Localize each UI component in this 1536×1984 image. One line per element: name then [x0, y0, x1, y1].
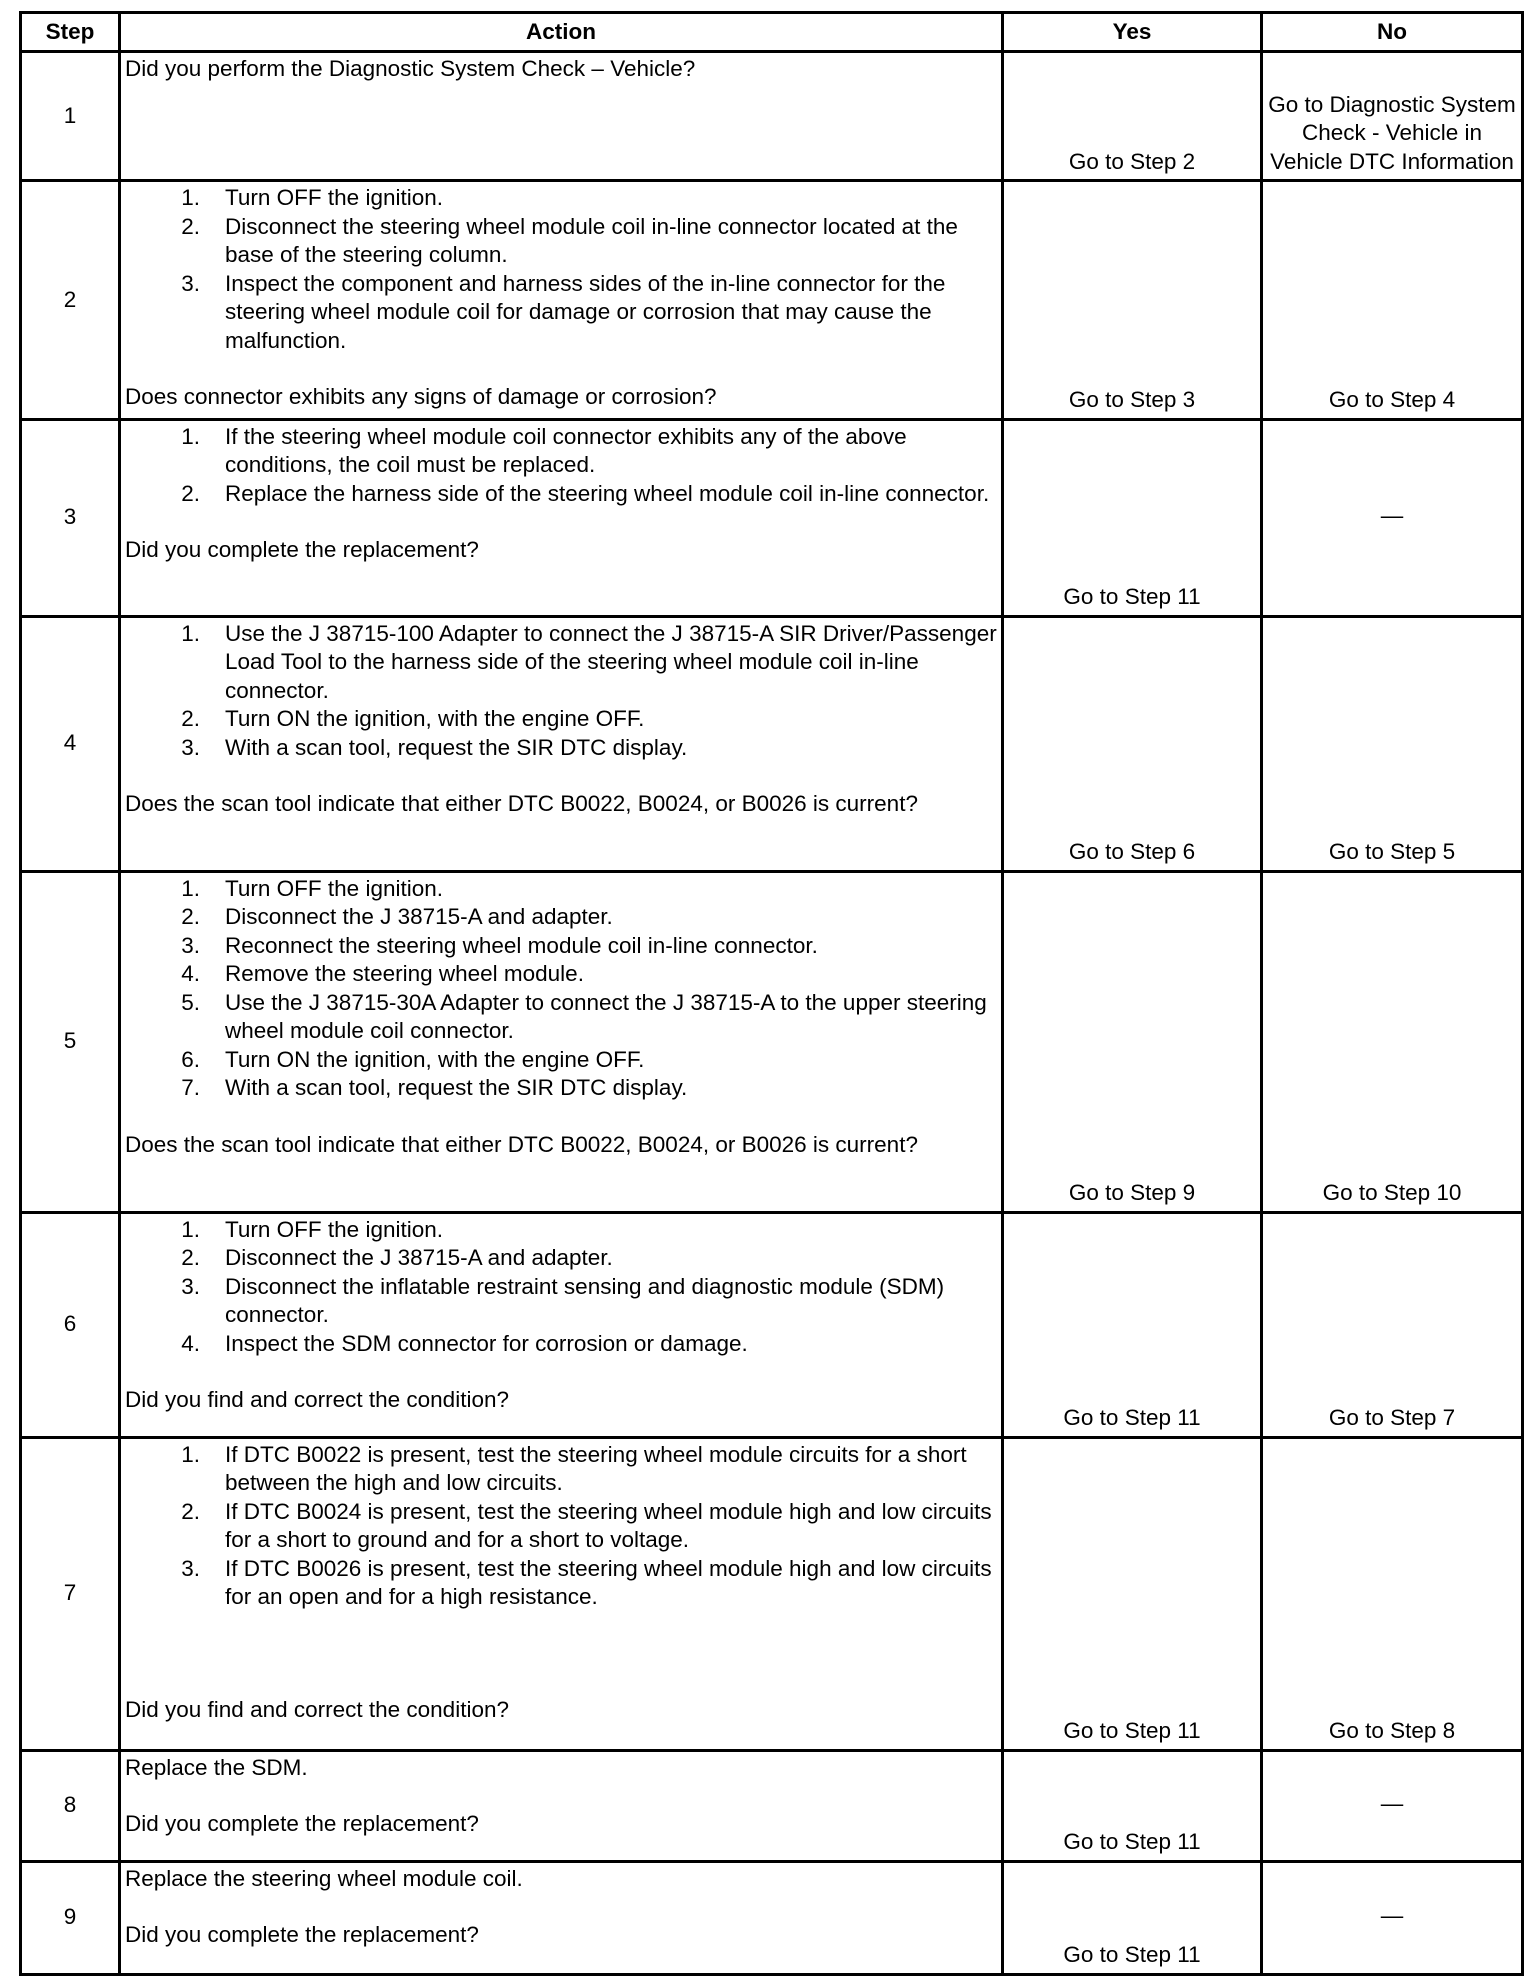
yes-result: Go to Step 11 — [1003, 419, 1262, 616]
action-step-text: Remove the steering wheel module. — [225, 961, 584, 986]
action-step-item — [125, 1441, 997, 1498]
action-cell — [120, 1437, 1003, 1750]
action-step-item — [125, 705, 997, 734]
table-body — [21, 52, 1523, 1975]
action-step-item — [125, 932, 997, 961]
action-step-number: 7. — [181, 1075, 200, 1100]
yes-result: Go to Step 3 — [1003, 181, 1262, 420]
action-step-number: 5. — [181, 989, 200, 1015]
yes-result: Go to Step 11 — [1003, 1750, 1262, 1861]
action-step-number: 3. — [181, 1555, 200, 1581]
action-cell — [120, 616, 1003, 871]
action-steps-list — [125, 1216, 997, 1359]
action-step-text: Replace the harness side of the steering wheel module coil in-line connector. — [225, 480, 990, 506]
action-step-text: Use the J 38715-100 Adapter to connect the J 38715-A SIR Driver/Passenger Load Tool to the harness side of the steering wheel module coil in-line connector. — [225, 620, 997, 703]
action-step-item — [125, 1555, 997, 1612]
action-step-item — [125, 1498, 997, 1555]
step-number: 4 — [21, 616, 120, 871]
action-step-item — [125, 1330, 997, 1359]
action-cell — [120, 1750, 1003, 1861]
action-step-text: Disconnect the J 38715-A and adapter. — [225, 904, 613, 929]
action-cell — [120, 419, 1003, 616]
header-no: No — [1262, 13, 1523, 52]
step-number: 8 — [21, 1750, 120, 1861]
action-question: Does the scan tool indicate that either DTC B0022, B0024, or B0026 is current? — [125, 791, 918, 816]
action-step-text: If the steering wheel module coil connector exhibits any of the above conditions, the coil must be replaced. — [225, 423, 907, 477]
action-cell — [120, 181, 1003, 420]
no-result: Go to Diagnostic System Check - Vehicle in Vehicle DTC Information — [1262, 52, 1523, 181]
step-number: 2 — [21, 181, 120, 420]
action-step-item — [125, 1216, 997, 1245]
action-step-text: With a scan tool, request the SIR DTC display. — [225, 734, 688, 760]
action-step-number: 2. — [181, 480, 200, 506]
no-result: Go to Step 4 — [1262, 181, 1523, 420]
table-row — [21, 1861, 1523, 1974]
action-step-item — [125, 423, 997, 480]
action-step-item — [125, 1244, 997, 1273]
action-steps-list — [125, 423, 997, 509]
action-cell — [120, 1861, 1003, 1974]
action-step-item — [125, 875, 997, 904]
action-step-text: Inspect the component and harness sides of the in-line connector for the steering wheel module coil for damage or corrosion that may cause the malfunction. — [225, 270, 946, 353]
table-row — [21, 419, 1523, 616]
action-step-number: 4. — [181, 1330, 200, 1356]
table-row — [21, 1212, 1523, 1437]
step-number: 5 — [21, 871, 120, 1212]
action-step-text: Turn ON the ignition, with the engine OFF. — [225, 706, 645, 731]
action-steps-list — [125, 875, 997, 1103]
no-result: Go to Step 8 — [1262, 1437, 1523, 1750]
action-step-number: 2. — [181, 213, 200, 239]
table-row — [21, 52, 1523, 181]
action-step-number: 3. — [181, 734, 200, 760]
action-step-number: 2. — [181, 904, 200, 929]
action-cell — [120, 52, 1003, 181]
action-step-number: 6. — [181, 1046, 200, 1072]
action-step-item — [125, 184, 997, 213]
action-step-item — [125, 620, 997, 706]
action-step-text: Disconnect the inflatable restraint sensing and diagnostic module (SDM) connector. — [225, 1273, 945, 1327]
action-step-item — [125, 903, 997, 932]
action-question: Does connector exhibits any signs of damage or corrosion? — [125, 384, 717, 409]
action-step-item — [125, 1046, 997, 1075]
action-question: Did you complete the replacement? — [125, 537, 479, 562]
action-step-item — [125, 270, 997, 356]
yes-result: Go to Step 2 — [1003, 52, 1262, 181]
action-step-text: Inspect the SDM connector for corrosion or damage. — [225, 1330, 748, 1356]
action-step-text: Reconnect the steering wheel module coil in-line connector. — [225, 932, 818, 958]
step-number: 9 — [21, 1861, 120, 1974]
action-step-item — [125, 1074, 997, 1103]
action-step-item — [125, 734, 997, 763]
no-result: Go to Step 7 — [1262, 1212, 1523, 1437]
action-step-number: 3. — [181, 932, 200, 958]
action-step-item — [125, 1273, 997, 1330]
action-step-number: 1. — [181, 875, 200, 901]
yes-result: Go to Step 11 — [1003, 1212, 1262, 1437]
yes-result: Go to Step 11 — [1003, 1861, 1262, 1974]
action-step-text: Turn ON the ignition, with the engine OFF. — [225, 1046, 645, 1072]
action-intro: Did you perform the Diagnostic System Check – Vehicle? — [125, 56, 696, 81]
no-result: — — [1262, 419, 1523, 616]
action-step-number: 4. — [181, 961, 200, 986]
action-step-text: Turn OFF the ignition. — [225, 185, 444, 210]
action-step-text: Turn OFF the ignition. — [225, 1216, 444, 1242]
action-step-number: 1. — [181, 620, 200, 646]
header-yes: Yes — [1003, 13, 1262, 52]
header-step: Step — [21, 13, 120, 52]
step-number: 1 — [21, 52, 120, 181]
action-step-text: Use the J 38715-30A Adapter to connect the J 38715-A to the upper steering wheel module coil connector. — [225, 989, 987, 1043]
action-step-text: Disconnect the J 38715-A and adapter. — [225, 1245, 613, 1270]
yes-result: Go to Step 11 — [1003, 1437, 1262, 1750]
action-step-number: 2. — [181, 706, 200, 731]
diagnostic-table — [19, 11, 1524, 1976]
action-step-number: 3. — [181, 1273, 200, 1299]
step-number: 6 — [21, 1212, 120, 1437]
action-cell — [120, 871, 1003, 1212]
table-row — [21, 1750, 1523, 1861]
action-question: Did you complete the replacement? — [125, 1811, 479, 1836]
yes-result: Go to Step 6 — [1003, 616, 1262, 871]
table-row — [21, 1437, 1523, 1750]
action-step-text: Disconnect the steering wheel module coil in-line connector located at the base of the steering column. — [225, 213, 958, 267]
action-step-text: With a scan tool, request the SIR DTC display. — [225, 1075, 688, 1100]
header-action: Action — [120, 13, 1003, 52]
action-step-item — [125, 480, 997, 509]
action-step-number: 2. — [181, 1498, 200, 1524]
action-steps-list — [125, 1441, 997, 1612]
table-row — [21, 871, 1523, 1212]
action-intro: Replace the steering wheel module coil. — [125, 1865, 523, 1891]
table-row — [21, 616, 1523, 871]
action-step-number: 1. — [181, 423, 200, 449]
action-step-text: If DTC B0026 is present, test the steering wheel module high and low circuits for an open and for a high resistance. — [225, 1555, 992, 1609]
step-number: 7 — [21, 1437, 120, 1750]
action-step-text: If DTC B0024 is present, test the steering wheel module high and low circuits for a short to ground and for a short to voltage. — [225, 1498, 992, 1552]
action-step-number: 3. — [181, 270, 200, 296]
no-result: — — [1262, 1750, 1523, 1861]
action-step-number: 1. — [181, 1216, 200, 1242]
no-result: Go to Step 5 — [1262, 616, 1523, 871]
action-question: Does the scan tool indicate that either DTC B0022, B0024, or B0026 is current? — [125, 1131, 918, 1157]
action-step-item — [125, 960, 997, 989]
table-row — [21, 181, 1523, 420]
action-step-number: 1. — [181, 1441, 200, 1467]
action-step-text: If DTC B0022 is present, test the steering wheel module circuits for a short between the high and low circuits. — [225, 1441, 967, 1495]
no-result: — — [1262, 1861, 1523, 1974]
step-number: 3 — [21, 419, 120, 616]
action-question: Did you find and correct the condition? — [125, 1387, 509, 1412]
action-question: Did you find and correct the condition? — [125, 1696, 509, 1722]
action-intro: Replace the SDM. — [125, 1754, 308, 1780]
no-result: Go to Step 10 — [1262, 871, 1523, 1212]
action-step-text: Turn OFF the ignition. — [225, 875, 444, 901]
yes-result: Go to Step 9 — [1003, 871, 1262, 1212]
action-cell — [120, 1212, 1003, 1437]
action-step-item — [125, 213, 997, 270]
action-question: Did you complete the replacement? — [125, 1922, 479, 1947]
action-step-number: 2. — [181, 1245, 200, 1270]
action-steps-list — [125, 184, 997, 355]
action-step-item — [125, 989, 997, 1046]
action-step-number: 1. — [181, 185, 200, 210]
header-row — [21, 13, 1523, 52]
action-steps-list — [125, 620, 997, 763]
